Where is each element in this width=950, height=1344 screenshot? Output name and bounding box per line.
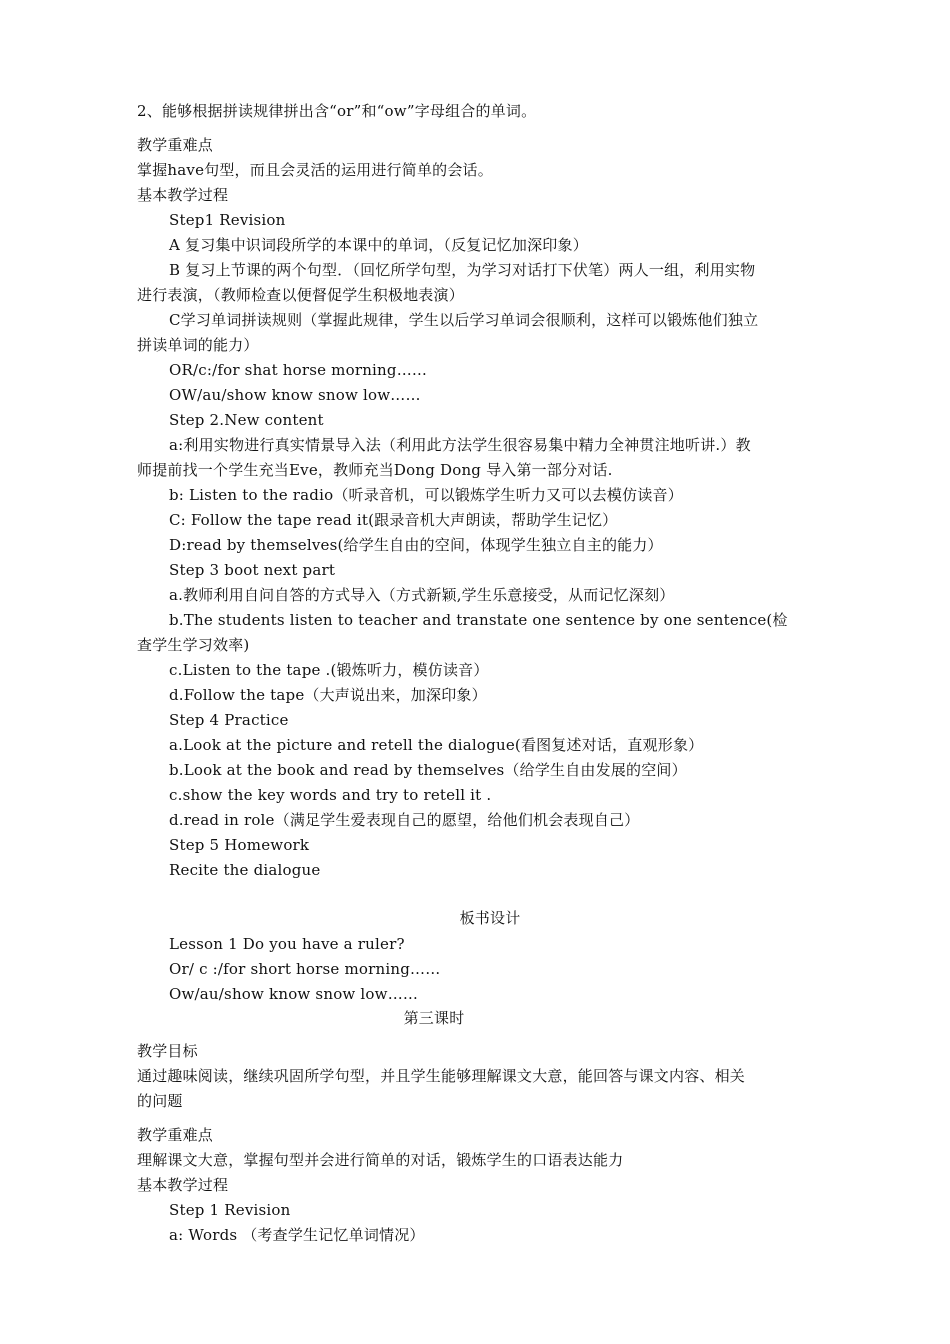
step4-item-c: c.show the key words and try to retell it . xyxy=(169,786,492,804)
step3-item-b-line1: b.The students listen to teacher and transtate one sentence by one sentence(检 xyxy=(169,611,788,629)
step4-item-d: d.read in role（满足学生爱表现自己的愿望，给他们机会表现自己） xyxy=(169,811,640,829)
step4-item-a: a.Look at the picture and retell the dialogue(看图复述对话，直观形象） xyxy=(169,736,704,754)
step2-item-c: C: Follow the tape read it(跟录音机大声朗读，帮助学生记忆） xyxy=(169,511,618,529)
key-points-heading: 教学重难点 xyxy=(137,136,214,154)
step1-item-c-line2: 拼读单词的能力） xyxy=(137,336,259,354)
lesson3-objective-heading: 教学目标 xyxy=(137,1042,198,1060)
board-design-heading: 板书设计 xyxy=(459,909,521,927)
objective-item-2: 2、能够根据拼读规律拼出含“or”和“ow”字母组合的单词。 xyxy=(137,102,537,120)
process-heading: 基本教学过程 xyxy=(137,186,229,204)
step3-title: Step 3 boot next part xyxy=(169,561,336,579)
key-points-text: 掌握have句型，而且会灵活的运用进行简单的会话。 xyxy=(137,161,493,179)
lesson3-step1-title: Step 1 Revision xyxy=(169,1201,291,1219)
step3-item-d: d.Follow the tape（大声说出来，加深印象） xyxy=(169,686,487,704)
step4-title: Step 4 Practice xyxy=(169,711,289,729)
lesson3-objective-line1: 通过趣味阅读，继续巩固所学句型，并且学生能够理解课文大意，能回答与课文内容、相关 xyxy=(137,1067,746,1085)
step2-item-b: b: Listen to the radio（听录音机，可以锻炼学生听力又可以去模仿读音） xyxy=(169,486,683,504)
step1-item-a: A 复习集中识词段所学的本课中的单词，（反复记忆加深印象） xyxy=(169,236,588,254)
board-line-3: Ow/au/show know snow low…… xyxy=(169,985,419,1003)
step2-item-a-line2: 师提前找一个学生充当Eve，教师充当Dong Dong 导入第一部分对话. xyxy=(137,461,613,479)
board-line-2: Or/ c :/for short horse morning…… xyxy=(169,960,441,978)
step1-ow-words: OW/au/show know snow low…… xyxy=(169,386,421,404)
lesson3-step1-item-a: a: Words （考查学生记忆单词情况） xyxy=(169,1226,425,1244)
step1-item-b-line2: 进行表演，（教师检查以便督促学生积极地表演） xyxy=(137,286,464,304)
lesson3-heading: 第三课时 xyxy=(403,1009,465,1027)
step2-title: Step 2.New content xyxy=(169,411,324,429)
step3-item-b-line2: 查学生学习效率) xyxy=(137,636,250,654)
step1-item-c-line1: C学习单词拼读规则（掌握此规律，学生以后学习单词会很顺利，这样可以锻炼他们独立 xyxy=(169,311,759,329)
step5-text: Recite the dialogue xyxy=(169,861,321,879)
step1-item-b-line1: B 复习上节课的两个句型．（回忆所学句型，为学习对话打下伏笔）两人一组，利用实物 xyxy=(169,261,756,279)
step5-title: Step 5 Homework xyxy=(169,836,310,854)
step2-item-d: D:read by themselves(给学生自由的空间，体现学生独立自主的能力） xyxy=(169,536,663,554)
lesson3-process-heading: 基本教学过程 xyxy=(137,1176,229,1194)
lesson3-objective-line2: 的问题 xyxy=(137,1092,183,1110)
step4-item-b: b.Look at the book and read by themselves（给学生自由发展的空间） xyxy=(169,761,687,779)
step3-item-c: c.Listen to the tape .(锻炼听力，模仿读音） xyxy=(169,661,489,679)
lesson3-key-heading: 教学重难点 xyxy=(137,1126,214,1144)
step1-or-words: OR/c:/for shat horse morning…… xyxy=(169,361,428,379)
step1-title: Step1 Revision xyxy=(169,211,286,229)
step2-item-a-line1: a:利用实物进行真实情景导入法（利用此方法学生很容易集中精力全神贯注地听讲.）教 xyxy=(169,436,751,454)
board-line-1: Lesson 1 Do you have a ruler? xyxy=(169,935,405,953)
lesson3-key-text: 理解课文大意，掌握句型并会进行简单的对话，锻炼学生的口语表达能力 xyxy=(137,1151,624,1169)
step3-item-a: a.教师利用自问自答的方式导入（方式新颖,学生乐意接受，从而记忆深刻） xyxy=(169,586,675,604)
